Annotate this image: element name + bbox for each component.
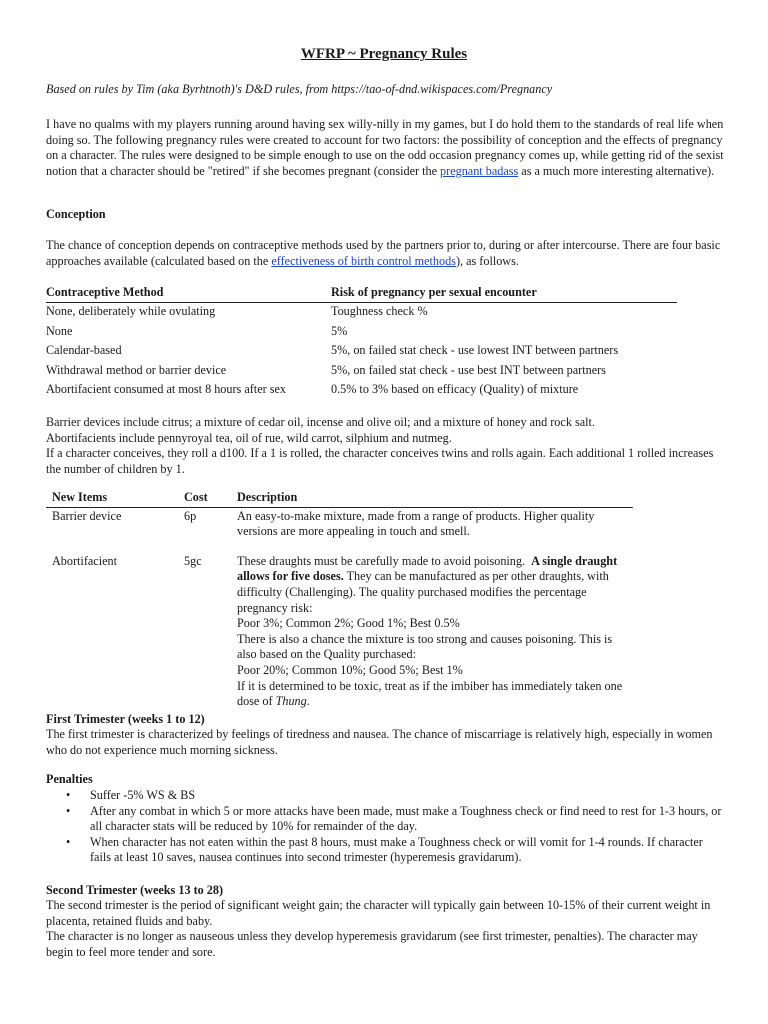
second-trimester-text: The second trimester is the period of significant weight gain; the character will typically gain between 10-15% of their current weight in placenta, retained fluids and baby. — [46, 898, 711, 928]
list-item: • After any combat in which 5 or more attacks have been made, must make a Toughness check or find need to rest for 1-3 hours, or all character stats will be reduced by 10% for remainder of the day. — [46, 804, 726, 835]
table-row — [46, 342, 677, 362]
column-header-cost: Cost — [184, 490, 237, 507]
pregnant-badass-link[interactable]: pregnant badass — [440, 163, 519, 178]
method-cell: Withdrawal method or barrier device — [46, 362, 227, 377]
abortifacients-note: Abortifacients include pennyroyal tea, oil of rue, wild carrot, silphium and nutmeg. — [46, 430, 452, 445]
table-row — [46, 507, 633, 554]
risk-cell: 5% — [331, 323, 348, 338]
conception-text: The chance of conception depends on contraceptive methods used by the partners prior to, during or after intercourse. There are four basic approaches available (calculated based on the — [46, 238, 721, 268]
list-item: • Suffer -5% WS & BS — [46, 788, 726, 804]
poison-chance-values: Poor 20%; Common 10%; Good 5%; Best 1% — [237, 662, 463, 677]
table-row — [46, 362, 677, 382]
abortifacient-description — [237, 554, 633, 616]
second-trimester-body — [46, 898, 726, 960]
item-description-cell: An easy-to-make mixture, made from a range of products. Higher quality versions are more appealing in touch and smell. — [237, 508, 595, 539]
column-header-method: Contraceptive Method — [46, 285, 331, 303]
barrier-devices-note: Barrier devices include citrus; a mixture of cedar oil, incense and olive oil; and a mixture of honey and rock salt. — [46, 415, 595, 429]
risk-cell: 5%, on failed stat check - use best INT between partners — [331, 362, 606, 377]
table-row — [46, 381, 677, 401]
second-trimester-text: The character is no longer as nauseous unless they develop hyperemesis gravidarum (see first trimester, penalties). The character may begin to feel more tender and sore. — [46, 929, 698, 959]
item-name-cell: Barrier device — [52, 508, 122, 523]
poisoning-note: There is also a chance the mixture is too strong and causes poisoning. This is also based on the Quality purchased: — [237, 631, 613, 662]
penalties-heading: Penalties — [46, 772, 93, 786]
method-cell: Abortifacient consumed at most 8 hours after sex — [46, 382, 286, 396]
list-item: • When character has not eaten within the past 8 hours, must make a Toughness check or will vomit for 1-4 rounds. If character fails at least 10 saves, nausea continues into second trimester (hyperemesis gravidarum). — [46, 835, 726, 866]
method-cell: None — [46, 323, 73, 338]
second-trimester-heading: Second Trimester (weeks 13 to 28) — [46, 883, 224, 897]
new-items-table — [46, 490, 633, 710]
table-row — [46, 303, 677, 323]
column-header-description: Description — [237, 490, 633, 507]
conception-heading: Conception — [46, 207, 106, 221]
penalties-list — [46, 788, 726, 866]
column-header-risk: Risk of pregnancy per sexual encounter — [331, 285, 677, 303]
twins-rule-note: If a character conceives, they roll a d100. If a 1 is rolled, the character conceives twins and rolls again. Each additional 1 rolled increases the number of children by 1. — [46, 446, 714, 476]
table-header-row — [46, 285, 677, 303]
intro-text-end: as a much more interesting alternative). — [521, 163, 715, 178]
risk-cell: 0.5% to 3% based on efficacy (Quality) of mixture — [331, 382, 579, 396]
thung-italic: Thung — [275, 694, 307, 709]
notes-block — [46, 415, 726, 477]
table-header-row — [46, 490, 633, 507]
conception-text-end: ), as follows. — [455, 253, 519, 268]
quality-risk-values: Poor 3%; Common 2%; Good 1%; Best 0.5% — [237, 616, 460, 631]
contraceptive-table — [46, 285, 677, 401]
source-credit: Based on rules by Tim (aka Byrhtnoth)'s D&D rules, from https://tao-of-dnd.wikispaces.com/Pregnancy — [46, 82, 553, 96]
item-name-cell: Abortifacient — [52, 553, 117, 568]
period: . — [306, 694, 310, 709]
toxic-effect-note — [237, 679, 633, 710]
description-text: These draughts must be carefully made to avoid poisoning. — [237, 553, 526, 568]
document-title: WFRP ~ Pregnancy Rules — [300, 46, 468, 62]
method-cell: None, deliberately while ovulating — [46, 304, 216, 318]
risk-cell: Toughness check % — [331, 304, 428, 318]
description-text: They can be manufactured as per other draughts, with difficulty (Challenging). The quality purchased modifies the percentage pregnancy risk: — [237, 569, 609, 615]
intro-text: I have no qualms with my players running around having sex willy-nilly in my games, but I do hold them to the standards of real life when doing so. The following pregnancy rules were created to account for two factors: the possibility of conception and the effects of pregnancy on a character. The rules were designed to be simple enough to use on the odd occasion pregnancy comes up, while getting rid of the sexist notion that a character should be "retired" if she becomes pregnant (consider the — [46, 117, 724, 178]
column-header-item: New Items — [46, 490, 184, 507]
table-row — [46, 554, 633, 710]
table-row — [46, 323, 677, 343]
dose-count-bold: A single draught allows for five doses. — [237, 553, 618, 584]
item-cost-cell: 6p — [184, 508, 197, 523]
first-trimester-heading: First Trimester (weeks 1 to 12) — [46, 712, 205, 726]
intro-paragraph — [46, 117, 726, 179]
birth-control-effectiveness-link[interactable]: effectiveness of birth control methods — [271, 253, 456, 268]
description-text: If it is determined to be toxic, treat as if the imbiber has immediately taken one dose of — [237, 678, 623, 709]
risk-cell: 5%, on failed stat check - use lowest INT between partners — [331, 343, 619, 357]
item-cost-cell: 5gc — [184, 553, 202, 568]
method-cell: Calendar-based — [46, 343, 122, 357]
conception-paragraph — [46, 238, 726, 269]
first-trimester-text: The first trimester is characterized by feelings of tiredness and nausea. The chance of miscarriage is relatively high, especially in women who do not experience much morning sickness. — [46, 727, 713, 757]
item-description-cell — [237, 554, 633, 710]
